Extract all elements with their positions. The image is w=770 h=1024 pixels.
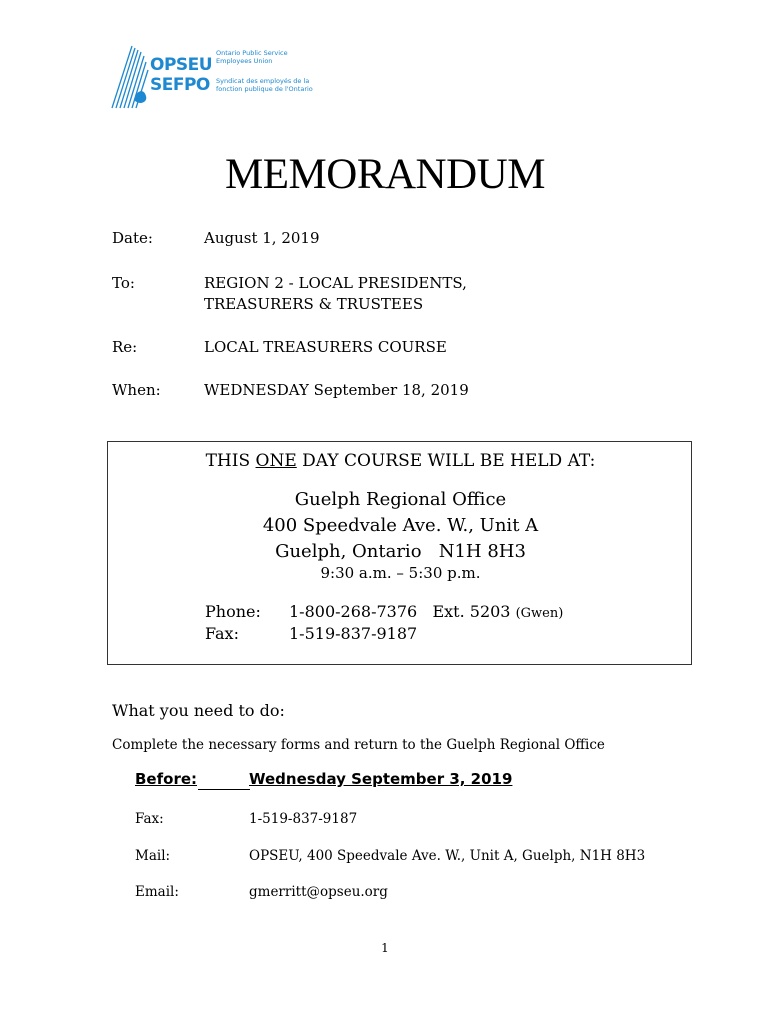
opseu-logo bbox=[110, 42, 313, 114]
to-value-line2: TREASURERS & TRUSTEES bbox=[204, 295, 424, 313]
before-label: Before: bbox=[135, 770, 198, 788]
office-name: Guelph Regional Office bbox=[294, 489, 507, 510]
to-value-line1: REGION 2 - LOCAL PRESIDENTS, bbox=[204, 274, 467, 292]
re-label: Re: bbox=[112, 338, 138, 356]
to-label: To: bbox=[112, 274, 135, 292]
re-value: LOCAL TREASURERS COURSE bbox=[204, 338, 447, 356]
phone-label: Phone: bbox=[205, 602, 261, 621]
box-heading-pre: THIS bbox=[205, 451, 256, 471]
logo-stripes-icon bbox=[110, 42, 154, 114]
email-value[interactable]: gmerritt@opseu.org bbox=[249, 884, 388, 900]
page-number: 1 bbox=[381, 941, 389, 955]
office-city: Guelph, Ontario N1H 8H3 bbox=[275, 541, 526, 562]
phone-number: 1-800-268-7376 Ext. 5203 bbox=[289, 602, 511, 621]
logo-en-line1: Ontario Public Service bbox=[216, 49, 288, 57]
before-value: Wednesday September 3, 2019 bbox=[249, 770, 513, 788]
phone-value bbox=[289, 601, 563, 625]
email-label: Email: bbox=[135, 884, 179, 900]
logo-sefpo: SEFPO bbox=[150, 75, 210, 95]
box-heading-post: DAY COURSE WILL BE HELD AT: bbox=[296, 451, 596, 471]
date-label: Date: bbox=[112, 229, 153, 247]
logo-fr-line1: Syndicat des employés de la bbox=[216, 77, 310, 85]
instructions-text: Complete the necessary forms and return to the Guelph Regional Office bbox=[112, 737, 605, 753]
when-value: WEDNESDAY September 18, 2019 bbox=[204, 381, 469, 399]
date-value: August 1, 2019 bbox=[204, 229, 320, 247]
course-location-box bbox=[107, 441, 692, 665]
fax-label: Fax: bbox=[205, 624, 239, 643]
logo-opseu: OPSEU bbox=[150, 55, 213, 75]
box-heading bbox=[108, 450, 693, 472]
before-underline bbox=[198, 789, 250, 790]
fax-value: 1-519-837-9187 bbox=[289, 624, 418, 643]
return-fax-value: 1-519-837-9187 bbox=[249, 811, 358, 827]
when-label: When: bbox=[112, 381, 161, 399]
mail-label: Mail: bbox=[135, 848, 171, 864]
box-heading-emphasis: ONE bbox=[255, 451, 297, 471]
office-street: 400 Speedvale Ave. W., Unit A bbox=[262, 515, 539, 536]
return-fax-label: Fax: bbox=[135, 811, 164, 827]
mail-value: OPSEU, 400 Speedvale Ave. W., Unit A, Guelph, N1H 8H3 bbox=[249, 848, 646, 864]
instructions-heading: What you need to do: bbox=[112, 701, 285, 720]
logo-en-line2: Employees Union bbox=[216, 57, 273, 65]
course-hours: 9:30 a.m. – 5:30 p.m. bbox=[320, 564, 481, 582]
phone-contact: (Gwen) bbox=[515, 606, 564, 621]
page-title: MEMORANDUM bbox=[225, 151, 545, 198]
logo-fr-line2: fonction publique de l'Ontario bbox=[216, 85, 313, 93]
